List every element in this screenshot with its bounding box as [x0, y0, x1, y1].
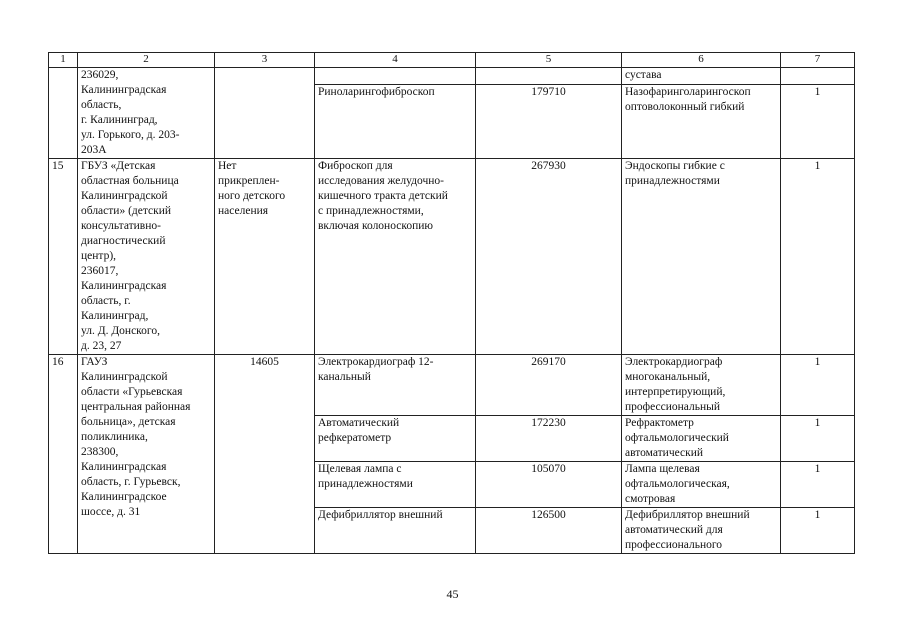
table-row	[49, 159, 855, 355]
price-cell	[476, 68, 622, 85]
equipment-name-cell	[315, 68, 476, 85]
institution-cell: ГАУЗ Калининградской области «Гурьевская центральная районная больница», детская поликлиника, 238300, Калининградская область, г. Гурьевск, Калининградское шоссе, д. 31	[78, 355, 215, 554]
header-cell: 7	[781, 53, 855, 68]
equipment-name-cell: Риноларингофиброскоп	[315, 84, 476, 158]
table-row	[49, 68, 855, 85]
quantity-cell: 1	[781, 355, 855, 416]
equipment-name-cell: Щелевая лампа с принадлежностями	[315, 462, 476, 508]
header-cell: 2	[78, 53, 215, 68]
header-row	[49, 53, 855, 68]
category-cell: сустава	[622, 68, 781, 85]
price-cell: 267930	[476, 159, 622, 355]
population-cell: Нет прикреплен- ного детского населения	[215, 159, 315, 355]
equipment-name-cell: Фиброскоп для исследования желудочно- кишечного тракта детский с принадлежностями, включая колоноскопию	[315, 159, 476, 355]
population-cell: 14605	[215, 355, 315, 554]
price-cell: 105070	[476, 462, 622, 508]
row-number-cell: 15	[49, 159, 78, 355]
table-row	[49, 355, 855, 416]
quantity-cell: 1	[781, 159, 855, 355]
row-number-cell	[49, 68, 78, 159]
category-cell: Дефибриллятор внешний автоматический для профессионального	[622, 508, 781, 554]
quantity-cell: 1	[781, 462, 855, 508]
quantity-cell	[781, 68, 855, 85]
quantity-cell: 1	[781, 84, 855, 158]
header-cell: 4	[315, 53, 476, 68]
equipment-name-cell: Электрокардиограф 12- канальный	[315, 355, 476, 416]
row-number-cell: 16	[49, 355, 78, 554]
category-cell: Рефрактометр офтальмологический автоматический	[622, 416, 781, 462]
price-cell: 172230	[476, 416, 622, 462]
equipment-table	[48, 52, 855, 554]
category-cell: Эндоскопы гибкие с принадлежностями	[622, 159, 781, 355]
header-cell: 3	[215, 53, 315, 68]
institution-cell: 236029, Калининградская область, г. Калининград, ул. Горького, д. 203- 203А	[78, 68, 215, 159]
population-cell	[215, 68, 315, 159]
page-number: 45	[446, 587, 459, 601]
equipment-name-cell: Дефибриллятор внешний	[315, 508, 476, 554]
quantity-cell: 1	[781, 508, 855, 554]
price-cell: 269170	[476, 355, 622, 416]
header-cell: 1	[49, 53, 78, 68]
header-cell: 6	[622, 53, 781, 68]
price-cell: 179710	[476, 84, 622, 158]
price-cell: 126500	[476, 508, 622, 554]
category-cell: Назофаринголарингоскоп оптоволоконный гибкий	[622, 84, 781, 158]
equipment-name-cell: Автоматический рефкератометр	[315, 416, 476, 462]
quantity-cell: 1	[781, 416, 855, 462]
institution-cell: ГБУЗ «Детская областная больница Калининградской области» (детский консультативно- диагностический центр), 236017, Калининградская область, г. Калининград, ул. Д. Донского, д. 23, 27	[78, 159, 215, 355]
category-cell: Лампа щелевая офтальмологическая, смотровая	[622, 462, 781, 508]
document-sheet	[48, 52, 854, 554]
category-cell: Электрокардиограф многоканальный, интерпретирующий, профессиональный	[622, 355, 781, 416]
header-cell: 5	[476, 53, 622, 68]
